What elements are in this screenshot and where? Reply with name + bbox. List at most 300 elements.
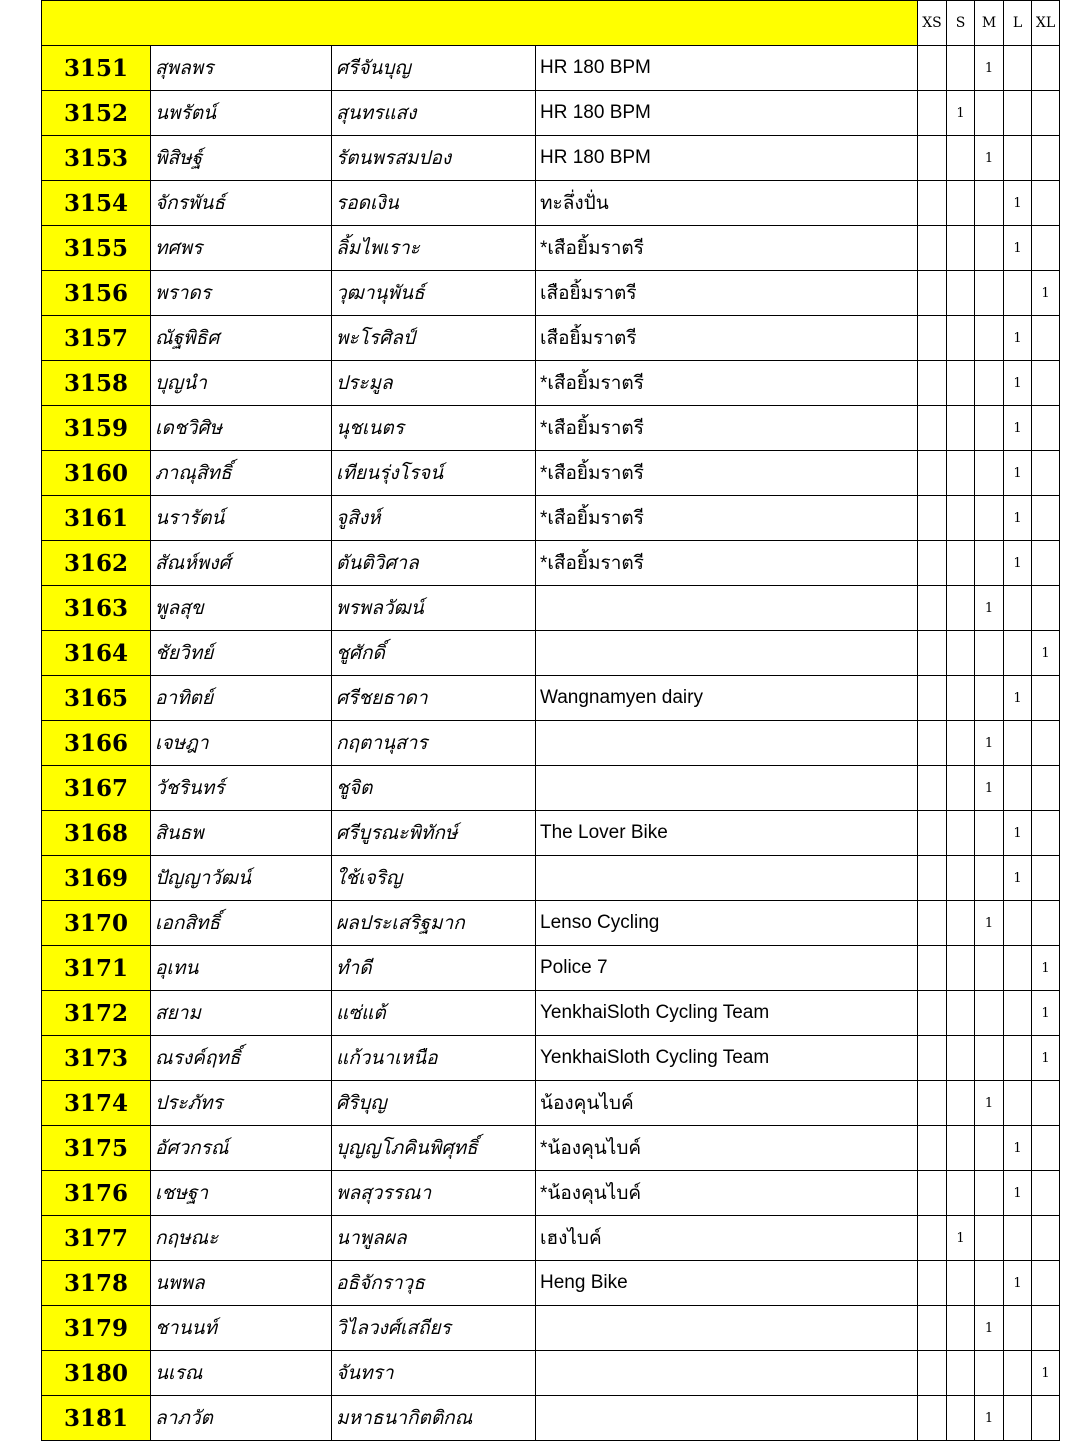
first-name: ชัยวิทย์ (151, 631, 332, 676)
size-cell-xl (1032, 901, 1060, 946)
size-header-xs: XS (918, 1, 947, 46)
bib-number: 3165 (42, 676, 151, 721)
team-name: HR 180 BPM (536, 46, 918, 91)
size-cell-l (1004, 1396, 1032, 1441)
team-name: ทะลึ่งปั่น (536, 181, 918, 226)
table-row (42, 406, 1060, 451)
size-cell-s (947, 496, 975, 541)
size-cell-xl (1032, 1171, 1060, 1216)
size-cell-l: 1 (1004, 1171, 1032, 1216)
size-cell-xl (1032, 1216, 1060, 1261)
table-row (42, 946, 1060, 991)
table-row (42, 226, 1060, 271)
size-cell-m: 1 (975, 1306, 1004, 1351)
size-cell-xl (1032, 1306, 1060, 1351)
bib-number: 3173 (42, 1036, 151, 1081)
size-cell-m: 1 (975, 46, 1004, 91)
size-cell-s (947, 46, 975, 91)
size-cell-xs (918, 1036, 947, 1081)
size-cell-xs (918, 226, 947, 271)
table-row (42, 1306, 1060, 1351)
size-cell-xs (918, 451, 947, 496)
size-cell-xl (1032, 541, 1060, 586)
size-cell-xl (1032, 451, 1060, 496)
last-name: บุญญโภคินพิศุทธิ์ (332, 1126, 536, 1171)
last-name: แก้วนาเหนือ (332, 1036, 536, 1081)
size-cell-l (1004, 991, 1032, 1036)
bib-number: 3169 (42, 856, 151, 901)
size-cell-m (975, 676, 1004, 721)
last-name: ศิริบุญ (332, 1081, 536, 1126)
last-name: นาพูลผล (332, 1216, 536, 1261)
size-cell-s (947, 901, 975, 946)
last-name: ประมูล (332, 361, 536, 406)
last-name: ตันติวิศาล (332, 541, 536, 586)
size-cell-s (947, 226, 975, 271)
size-cell-s (947, 586, 975, 631)
size-cell-s (947, 946, 975, 991)
size-cell-l: 1 (1004, 316, 1032, 361)
team-name (536, 586, 918, 631)
size-cell-m (975, 181, 1004, 226)
team-name (536, 1351, 918, 1396)
last-name: วุฒานุพันธ์ (332, 271, 536, 316)
bib-number: 3154 (42, 181, 151, 226)
table-body (42, 1, 1060, 1441)
size-cell-s (947, 631, 975, 676)
size-cell-m (975, 541, 1004, 586)
size-cell-xs (918, 991, 947, 1036)
size-cell-l: 1 (1004, 361, 1032, 406)
team-name: น้องคุนไบค์ (536, 1081, 918, 1126)
size-cell-s (947, 316, 975, 361)
size-cell-xs (918, 1261, 947, 1306)
size-cell-xs (918, 1306, 947, 1351)
first-name: เอกสิทธิ์ (151, 901, 332, 946)
team-name: The Lover Bike (536, 811, 918, 856)
size-cell-l: 1 (1004, 1126, 1032, 1171)
last-name: ศรีบูรณะพิทักษ์ (332, 811, 536, 856)
size-cell-xl: 1 (1032, 946, 1060, 991)
first-name: บุญนำ (151, 361, 332, 406)
size-cell-l (1004, 631, 1032, 676)
team-name: Wangnamyen dairy (536, 676, 918, 721)
size-cell-l (1004, 91, 1032, 136)
last-name: วิไลวงศ์เสถียร (332, 1306, 536, 1351)
size-cell-xl: 1 (1032, 271, 1060, 316)
first-name: อาทิตย์ (151, 676, 332, 721)
last-name: นุชเนตร (332, 406, 536, 451)
size-cell-m (975, 226, 1004, 271)
last-name: ชูจิต (332, 766, 536, 811)
first-name: สินธพ (151, 811, 332, 856)
size-cell-s (947, 1036, 975, 1081)
size-cell-xl (1032, 406, 1060, 451)
size-cell-l: 1 (1004, 181, 1032, 226)
size-cell-xs (918, 1126, 947, 1171)
first-name: นพรัตน์ (151, 91, 332, 136)
size-cell-xs (918, 856, 947, 901)
size-cell-m (975, 856, 1004, 901)
table-row (42, 1171, 1060, 1216)
size-cell-xl (1032, 676, 1060, 721)
size-cell-l: 1 (1004, 541, 1032, 586)
table-row (42, 46, 1060, 91)
team-name: Heng Bike (536, 1261, 918, 1306)
size-cell-xs (918, 631, 947, 676)
size-cell-s (947, 766, 975, 811)
team-name (536, 766, 918, 811)
size-cell-xl (1032, 721, 1060, 766)
size-cell-l: 1 (1004, 451, 1032, 496)
size-cell-s (947, 406, 975, 451)
first-name: นเรณ (151, 1351, 332, 1396)
size-cell-s (947, 676, 975, 721)
size-cell-m (975, 1171, 1004, 1216)
size-cell-xl (1032, 496, 1060, 541)
bib-number: 3152 (42, 91, 151, 136)
size-cell-xs (918, 586, 947, 631)
last-name: สุนทรแสง (332, 91, 536, 136)
first-name: เจษฎา (151, 721, 332, 766)
size-cell-xs (918, 496, 947, 541)
size-cell-s (947, 451, 975, 496)
size-cell-l (1004, 1216, 1032, 1261)
last-name: พลสุวรรณา (332, 1171, 536, 1216)
first-name: ณรงค์ฤทธิ์ (151, 1036, 332, 1081)
team-name: HR 180 BPM (536, 91, 918, 136)
size-cell-l (1004, 1036, 1032, 1081)
bib-number: 3174 (42, 1081, 151, 1126)
size-cell-xs (918, 811, 947, 856)
header-row (42, 1, 1060, 46)
team-name (536, 856, 918, 901)
bib-number: 3179 (42, 1306, 151, 1351)
last-name: จันทรา (332, 1351, 536, 1396)
first-name: เชษฐา (151, 1171, 332, 1216)
size-cell-m (975, 811, 1004, 856)
team-name: เสือยิ้มราตรี (536, 316, 918, 361)
size-cell-xs (918, 271, 947, 316)
size-cell-s (947, 1081, 975, 1126)
size-cell-l (1004, 1351, 1032, 1396)
size-cell-xs (918, 946, 947, 991)
size-cell-l (1004, 46, 1032, 91)
size-cell-xl (1032, 856, 1060, 901)
team-name: *น้องคุนไบค์ (536, 1171, 918, 1216)
table-row (42, 811, 1060, 856)
team-name: *เสือยิ้มราตรี (536, 541, 918, 586)
size-cell-s: 1 (947, 91, 975, 136)
team-name: *เสือยิ้มราตรี (536, 406, 918, 451)
first-name: นพพล (151, 1261, 332, 1306)
first-name: สยาม (151, 991, 332, 1036)
size-cell-xs (918, 181, 947, 226)
team-name: *เสือยิ้มราตรี (536, 451, 918, 496)
bib-number: 3181 (42, 1396, 151, 1441)
size-cell-s (947, 811, 975, 856)
size-cell-xl (1032, 586, 1060, 631)
size-cell-xs (918, 721, 947, 766)
size-header-m: M (975, 1, 1004, 46)
size-cell-xs (918, 541, 947, 586)
size-cell-xs (918, 676, 947, 721)
size-cell-l (1004, 271, 1032, 316)
table-row (42, 676, 1060, 721)
size-cell-m (975, 451, 1004, 496)
table-row (42, 451, 1060, 496)
size-cell-xs (918, 46, 947, 91)
table-row (42, 721, 1060, 766)
first-name: นรารัตน์ (151, 496, 332, 541)
size-cell-xl (1032, 1081, 1060, 1126)
size-cell-xl (1032, 811, 1060, 856)
size-cell-s (947, 721, 975, 766)
team-name (536, 631, 918, 676)
bib-number: 3180 (42, 1351, 151, 1396)
table-row (42, 1216, 1060, 1261)
size-cell-l: 1 (1004, 1261, 1032, 1306)
size-cell-m (975, 496, 1004, 541)
size-cell-l: 1 (1004, 676, 1032, 721)
size-cell-s (947, 991, 975, 1036)
last-name: เทียนรุ่งโรจน์ (332, 451, 536, 496)
size-cell-xs (918, 766, 947, 811)
size-cell-l: 1 (1004, 226, 1032, 271)
size-cell-s (947, 1171, 975, 1216)
size-cell-xs (918, 91, 947, 136)
team-name: YenkhaiSloth Cycling Team (536, 991, 918, 1036)
table-row (42, 1351, 1060, 1396)
first-name: พิสิษฐ์ (151, 136, 332, 181)
first-name: พราดร (151, 271, 332, 316)
first-name: จักรพันธ์ (151, 181, 332, 226)
first-name: เดชวิศิษ (151, 406, 332, 451)
bib-number: 3162 (42, 541, 151, 586)
team-name (536, 1306, 918, 1351)
size-cell-xs (918, 1171, 947, 1216)
bib-number: 3156 (42, 271, 151, 316)
size-cell-m: 1 (975, 721, 1004, 766)
first-name: อัศวกรณ์ (151, 1126, 332, 1171)
bib-number: 3164 (42, 631, 151, 676)
size-cell-m (975, 1126, 1004, 1171)
size-header-s: S (947, 1, 975, 46)
team-name: *เสือยิ้มราตรี (536, 226, 918, 271)
size-cell-m (975, 1261, 1004, 1306)
size-cell-s (947, 361, 975, 406)
last-name: ใช้เจริญ (332, 856, 536, 901)
size-cell-xs (918, 1351, 947, 1396)
table-row (42, 1081, 1060, 1126)
bib-number: 3153 (42, 136, 151, 181)
size-cell-xl (1032, 1261, 1060, 1306)
size-cell-xl (1032, 46, 1060, 91)
size-cell-m (975, 406, 1004, 451)
last-name: พะโรศิลป์ (332, 316, 536, 361)
team-name: YenkhaiSloth Cycling Team (536, 1036, 918, 1081)
size-cell-m (975, 1216, 1004, 1261)
size-cell-m (975, 271, 1004, 316)
team-name: HR 180 BPM (536, 136, 918, 181)
size-cell-xl: 1 (1032, 1351, 1060, 1396)
size-cell-s: 1 (947, 1216, 975, 1261)
registration-table (41, 0, 1060, 1441)
first-name: ชานนท์ (151, 1306, 332, 1351)
size-cell-s (947, 856, 975, 901)
bib-number: 3167 (42, 766, 151, 811)
size-header-xl: XL (1032, 1, 1060, 46)
first-name: พูลสุข (151, 586, 332, 631)
size-cell-xl: 1 (1032, 991, 1060, 1036)
bib-number: 3168 (42, 811, 151, 856)
bib-number: 3160 (42, 451, 151, 496)
table-row (42, 271, 1060, 316)
table-row (42, 1036, 1060, 1081)
size-cell-xs (918, 1081, 947, 1126)
table-row (42, 1261, 1060, 1306)
size-cell-m: 1 (975, 136, 1004, 181)
bib-number: 3166 (42, 721, 151, 766)
table-row (42, 856, 1060, 901)
size-cell-l (1004, 136, 1032, 181)
last-name: ทำดี (332, 946, 536, 991)
size-cell-m (975, 1036, 1004, 1081)
last-name: แซ่แต้ (332, 991, 536, 1036)
size-cell-l: 1 (1004, 856, 1032, 901)
size-cell-l (1004, 1306, 1032, 1351)
table-row (42, 766, 1060, 811)
size-cell-xs (918, 901, 947, 946)
size-cell-xl (1032, 1126, 1060, 1171)
table-row (42, 586, 1060, 631)
first-name: ประภัทร (151, 1081, 332, 1126)
bib-number: 3161 (42, 496, 151, 541)
bib-number: 3157 (42, 316, 151, 361)
size-cell-xl (1032, 361, 1060, 406)
bib-number: 3158 (42, 361, 151, 406)
team-name: เฮงไบค์ (536, 1216, 918, 1261)
last-name: ชูศักดิ์ (332, 631, 536, 676)
size-cell-l (1004, 586, 1032, 631)
last-name: ผลประเสริฐมาก (332, 901, 536, 946)
table-row (42, 1126, 1060, 1171)
table-row (42, 496, 1060, 541)
size-cell-xl (1032, 136, 1060, 181)
last-name: พรพลวัฒน์ (332, 586, 536, 631)
size-cell-m: 1 (975, 901, 1004, 946)
size-cell-xs (918, 361, 947, 406)
size-cell-l (1004, 901, 1032, 946)
table-row (42, 91, 1060, 136)
size-cell-m (975, 631, 1004, 676)
size-cell-l: 1 (1004, 406, 1032, 451)
size-cell-s (947, 1306, 975, 1351)
size-cell-s (947, 181, 975, 226)
first-name: ทศพร (151, 226, 332, 271)
size-cell-l (1004, 1081, 1032, 1126)
size-cell-s (947, 1261, 975, 1306)
bib-number: 3170 (42, 901, 151, 946)
bib-number: 3171 (42, 946, 151, 991)
team-name: *เสือยิ้มราตรี (536, 496, 918, 541)
size-cell-xs (918, 136, 947, 181)
size-cell-s (947, 1126, 975, 1171)
size-cell-xs (918, 1216, 947, 1261)
size-cell-m (975, 946, 1004, 991)
team-name: Police 7 (536, 946, 918, 991)
bib-number: 3155 (42, 226, 151, 271)
bib-number: 3163 (42, 586, 151, 631)
size-cell-s (947, 1351, 975, 1396)
size-cell-s (947, 1396, 975, 1441)
size-cell-m (975, 361, 1004, 406)
size-cell-m: 1 (975, 586, 1004, 631)
size-header-l: L (1004, 1, 1032, 46)
size-cell-s (947, 541, 975, 586)
size-cell-m (975, 316, 1004, 361)
team-name: *น้องคุนไบค์ (536, 1126, 918, 1171)
first-name: กฤษณะ (151, 1216, 332, 1261)
table-row (42, 316, 1060, 361)
size-cell-l (1004, 946, 1032, 991)
size-cell-xl: 1 (1032, 631, 1060, 676)
team-name (536, 721, 918, 766)
last-name: ศรีจันบุญ (332, 46, 536, 91)
size-cell-l (1004, 721, 1032, 766)
last-name: จูสิงห์ (332, 496, 536, 541)
bib-number: 3177 (42, 1216, 151, 1261)
last-name: รอดเงิน (332, 181, 536, 226)
first-name: สัณห์พงศ์ (151, 541, 332, 586)
bib-number: 3176 (42, 1171, 151, 1216)
team-name (536, 1396, 918, 1441)
size-cell-xl (1032, 226, 1060, 271)
team-name: เสือยิ้มราตรี (536, 271, 918, 316)
size-cell-xs (918, 316, 947, 361)
bib-number: 3151 (42, 46, 151, 91)
size-cell-xl (1032, 91, 1060, 136)
bib-number: 3178 (42, 1261, 151, 1306)
last-name: มหาธนากิตติกณ (332, 1396, 536, 1441)
last-name: รัตนพรสมปอง (332, 136, 536, 181)
table-row (42, 181, 1060, 226)
last-name: อธิจักราวุธ (332, 1261, 536, 1306)
table-row (42, 541, 1060, 586)
table-row (42, 631, 1060, 676)
table-row (42, 901, 1060, 946)
table-row (42, 361, 1060, 406)
bib-number: 3172 (42, 991, 151, 1036)
last-name: กฤตานุสาร (332, 721, 536, 766)
size-cell-m: 1 (975, 1396, 1004, 1441)
table-row (42, 991, 1060, 1036)
size-cell-xs (918, 1396, 947, 1441)
team-name: Lenso Cycling (536, 901, 918, 946)
size-cell-xl (1032, 766, 1060, 811)
size-cell-s (947, 136, 975, 181)
first-name: ภาณุสิทธิ์ (151, 451, 332, 496)
size-cell-m (975, 1351, 1004, 1396)
size-cell-xl (1032, 181, 1060, 226)
bib-number: 3159 (42, 406, 151, 451)
size-cell-l (1004, 766, 1032, 811)
size-cell-m (975, 91, 1004, 136)
team-name: *เสือยิ้มราตรี (536, 361, 918, 406)
size-cell-m: 1 (975, 1081, 1004, 1126)
size-cell-m (975, 991, 1004, 1036)
size-cell-l: 1 (1004, 496, 1032, 541)
